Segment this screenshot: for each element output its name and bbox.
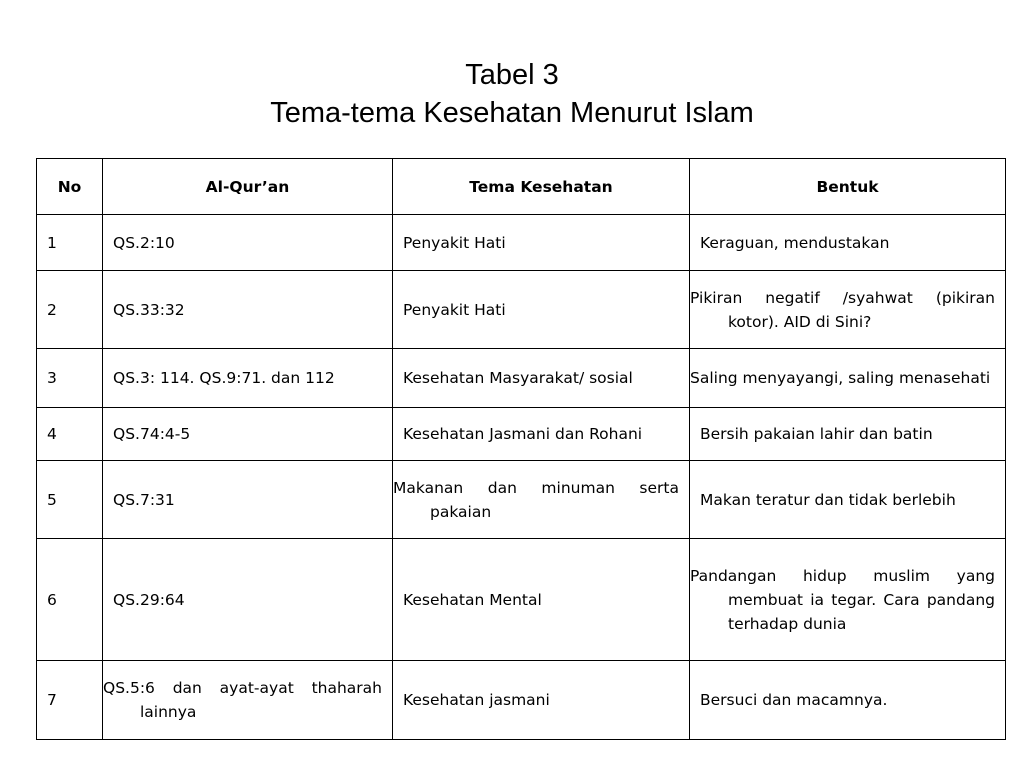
slide-title [0, 56, 1024, 132]
cell-quran: QS.29:64 [103, 539, 393, 661]
cell-bentuk: Bersuci dan macamnya. [690, 661, 1006, 740]
cell-no: 1 [37, 215, 103, 271]
cell-tema: Penyakit Hati [393, 215, 690, 271]
table-header-row [37, 159, 1006, 215]
cell-quran: QS.74:4-5 [103, 408, 393, 461]
cell-bentuk: Bersih pakaian lahir dan batin [690, 408, 1006, 461]
cell-no: 6 [37, 539, 103, 661]
cell-bentuk: Pandangan hidup muslim yang membuat ia tegar. Cara pandang terhadap dunia [690, 539, 1006, 661]
cell-quran: QS.3: 114. QS.9:71. dan 112 [103, 349, 393, 408]
cell-no: 5 [37, 461, 103, 539]
table-row [37, 215, 1006, 271]
cell-no: 2 [37, 271, 103, 349]
cell-tema: Kesehatan Masyarakat/ sosial [393, 349, 690, 408]
cell-quran: QS.5:6 dan ayat-ayat thaharah lainnya [103, 661, 393, 740]
table-row [37, 349, 1006, 408]
health-themes-table [36, 158, 1006, 740]
cell-tema: Makanan dan minuman serta pakaian [393, 461, 690, 539]
table-row [37, 408, 1006, 461]
header-tema: Tema Kesehatan [393, 159, 690, 215]
title-line-1: Tabel 3 [465, 59, 559, 91]
cell-no: 3 [37, 349, 103, 408]
table-row [37, 271, 1006, 349]
table-row [37, 461, 1006, 539]
header-quran: Al-Qur’an [103, 159, 393, 215]
header-bentuk: Bentuk [690, 159, 1006, 215]
cell-quran: QS.2:10 [103, 215, 393, 271]
cell-tema: Kesehatan Jasmani dan Rohani [393, 408, 690, 461]
cell-quran: QS.33:32 [103, 271, 393, 349]
table-row [37, 539, 1006, 661]
cell-no: 7 [37, 661, 103, 740]
cell-bentuk: Pikiran negatif /syahwat (pikiran kotor). AID di Sini? [690, 271, 1006, 349]
cell-bentuk: Keraguan, mendustakan [690, 215, 1006, 271]
header-no: No [37, 159, 103, 215]
cell-bentuk: Saling menyayangi, saling menasehati [690, 349, 1006, 408]
cell-bentuk: Makan teratur dan tidak berlebih [690, 461, 1006, 539]
cell-tema: Kesehatan Mental [393, 539, 690, 661]
title-line-2: Tema-tema Kesehatan Menurut Islam [270, 97, 754, 129]
cell-tema: Kesehatan jasmani [393, 661, 690, 740]
cell-tema: Penyakit Hati [393, 271, 690, 349]
table-row [37, 661, 1006, 740]
cell-no: 4 [37, 408, 103, 461]
cell-quran: QS.7:31 [103, 461, 393, 539]
